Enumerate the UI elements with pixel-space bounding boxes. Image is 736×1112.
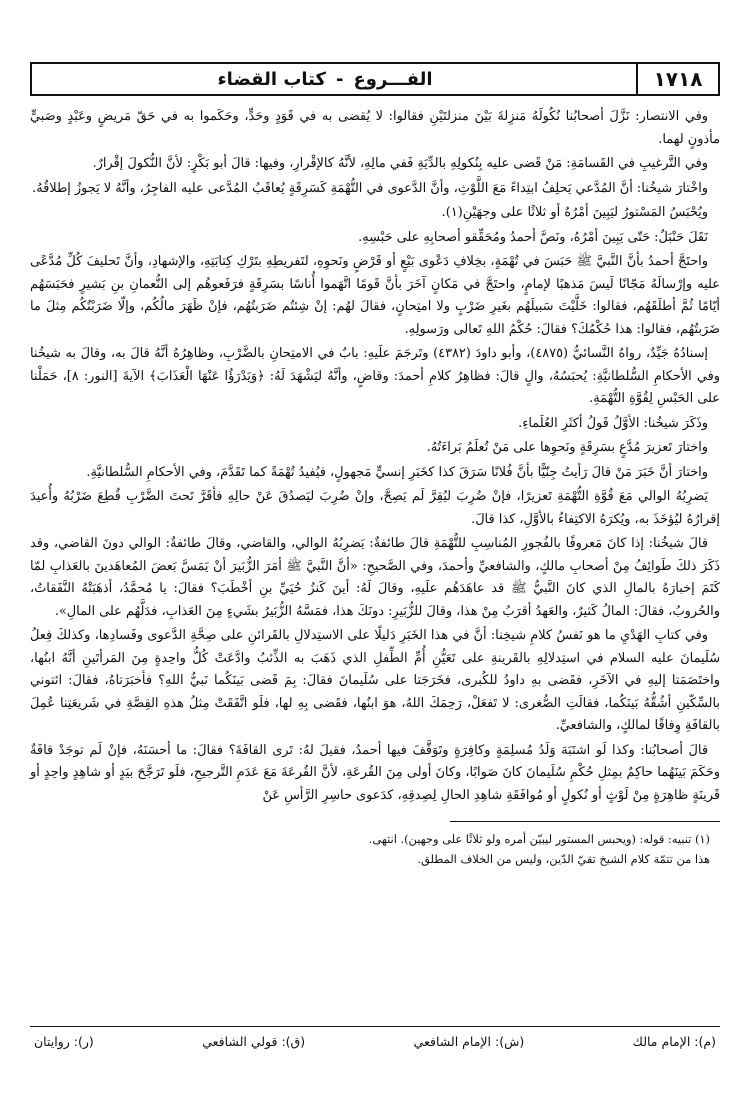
section-title: الفـــروع [353, 68, 433, 90]
paragraph-1: وفي الانتصار: نَزَّلَ أصحابُنا نُكُولَهُ مَنزِلةَ بَيْنَ منزلتَيْنِ فقالوا: لا يُقضى به في قَوَدٍ وحَدٍّ، وحَكَموا به في حَقّ مَريضٍ وعَبْدٍ وصَبيٍّ مأذونٍ لهما. [30, 109, 720, 147]
page-header [30, 62, 720, 96]
paragraph-5: نَقَلَ حَنْبَلٌ: حَتّى يَبِينَ أمْرُهُ، ونَصَّ أحمدُ ومُحَقِّقو أصحابِهِ على حَبْسِهِ. [358, 229, 708, 245]
paragraph-8: وذَكَرَ شيخُنا: الأوَّلُ قَولُ أكثَرِ العُلَماءِ. [518, 415, 708, 431]
book-title: كتاب القضاء [217, 68, 326, 90]
footer-divider [30, 1026, 720, 1027]
page-number: ١٧١٨ [636, 64, 718, 94]
main-text [30, 106, 720, 807]
footnote-divider [450, 821, 720, 822]
paragraph-9: واختارَ تَعزيرَ مُدَّعٍ بسَرِقَةٍ ونَحوِها على مَنْ تُعلَمُ بَراءَتُهُ. [426, 440, 708, 455]
abbreviation-key [30, 1034, 720, 1049]
sigla-shafii: (ش): الإمام الشافعي [413, 1034, 525, 1049]
paragraph-4: ويُحْبَسُ المَسْتورُ ليَبِينَ أمْرُهُ أو ثلاثًا على وجهَيْنِ(١). [441, 205, 708, 220]
paragraph-6: واحتَجَّ أحمدُ بأنَّ النَّبيَّ ﷺ حَبَسَ في تُهْمَةٍ، بخِلافِ دَعْوى بَيْعٍ أو قَرْضٍ ونَحوِهِ، لتَفريطِهِ بتَرْكِ كِتابَتِهِ، والإشهادِ، وأنَّ تَحليفَ كُلِّ مُدَّعًى عليه وإرْسالَهُ مَجّانًا لَيسَ مَذهبًا لإمامٍ، واحتَجَّ في مَكانٍ آخَرَ بأنَّ قَومًا اتَّهَموا أُناسًا بسَرِقَةٍ فرَفَعوهُم إلى النُّعمانِ بنِ بَشيرٍ فحَبَسَهُم أيّامًا ثُمَّ أطلَقَهُم، فقالوا: خَلَّيْتَ سَبيلَهُم بغَيرِ ضَرْبٍ ولا امتِحانٍ، فقالَ لهُم: إنْ شِئتُم ضَرَبتُهُم، فإنْ ظَهَرَ مالُكُم، وإلّا ضَرَبْتُكُم مِثلَ ما ضَرَبتُهُم، فقالوا: هذا حُكْمُكَ؟ فقالَ: حُكْمُ اللهِ تَعالى ورَسولِهِ. [30, 254, 720, 337]
sigla-two-narrations: (ر): روايتان [34, 1034, 94, 1049]
sigla-shafii-two-opinions: (ق): قولي الشافعي [202, 1034, 306, 1049]
paragraph-11: يَضرِبُهُ الوالي مَعَ قُوَّةِ التُّهْمَةِ تَعزيرًا، فإنْ ضُرِبَ ليُقِرَّ لَم يَصِحَّ، وإنْ ضُرِبَ ليَصدُقَ عَنْ حالِهِ فأقَرَّ تَحتَ الضَّرْبِ قُطِعَ ضَرْبُهُ وأُعيدَ إقرارُهُ ليُؤخَذَ به، ويُكرَهُ الاكتِفاءُ بالأوَّلِ، كذا قالَ. [30, 489, 720, 527]
paragraph-13: وفي كتابِ الهَدْيِ ما هو نَفسُ كلامِ شيخِنا: أنَّ في هذا الخَبَرِ دَليلًا على الاستِدلالِ بالقَرائنِ على صِحَّةِ الدَّعوى وفَسادِها، وكذلكَ فِعلُ سُلَيمانَ عليه السلام في استِدلالِهِ بالقَرينةِ على تَعَيُّنِ أُمِّ الطِّفلِ الذي ذَهَبَ به الذِّئبُ وادَّعَتْ كُلُّ واحِدةٍ مِنَ المَرأتَينِ أنَّهُ ابنُها، واختَصَمَتا إليهِ في الآخَرِ، فقَضى بهِ داودُ للكُبرى، فخَرَجَتا على سُلَيمانَ فقالَ: بِمَ قَضى بَينَكُما نَبيُّ اللهِ؟ فأخبَرَتاهُ، فقالَ: ائتوني بالسِّكّينِ أشُقُّهُ بَينَكُما، فقالَتِ الصُّغرى: لا تَفعَلْ، رَحِمَكَ اللهُ، هوَ ابنُها، فقَضى بِهِ لها، فلَو اتَّفَقَتْ مِثلُ هذهِ القِصَّةِ في شَريعَتِنا عُمِلَ بالقافَةِ وِفاقًا لمالكٍ، والشافعيِّ. [30, 628, 720, 733]
footnotes [30, 830, 720, 868]
running-title [32, 64, 618, 94]
sigla-malik: (م): الإمام مالك [632, 1034, 716, 1049]
footnote-1: (١) تنبيه: قوله: (ويحبس المستور ليبيّن أمره ولو ثلاثًا على وجهين). انتهى. [368, 832, 710, 846]
paragraph-12: قالَ شيخُنا: إذا كانَ مَعروفًا بالفُجورِ المُناسِبِ للتُّهْمَةِ قالَ طائفةٌ: يَضرِبُهُ الوالي، والقاضي، وقالَ طائفةٌ: الوالي دونَ القاضي، وقد ذَكَرَ ذلكَ طَوائِفُ مِنْ أصحابِ مالكٍ، والشافعيِّ وأحمدَ، وفي الصَّحيحِ: «أنَّ النَّبيَّ ﷺ أمَرَ الزُّبَيرَ أنْ يَمَسَّ بَعضَ المُعاهَدينَ بالعَذابِ لمّا كَتَمَ إخبارَهُ بالمالِ الذي كانَ النَّبيُّ ﷺ قد عاهَدَهُم علَيهِ، وقالَ لَهُ: أينَ كَنزُ حُيَيِّ بنِ أخْطَبَ؟ فقالَ: يا مُحمَّدُ، أذهَبَتْهُ النَّفَقاتُ، والحُروبُ، فقالَ: المالُ كَثيرٌ، والعَهدُ أقرَبُ مِنْ هذا، وقالَ للزُّبَيرِ: دونَكَ هذا، فمَسَّهُ الزُّبَيرُ بشَيءٍ مِنَ العَذابِ، فدَلَّهُم على المالِ». [30, 536, 720, 619]
book-page [30, 62, 720, 1102]
paragraph-7: إسنادُهُ جَيِّدٌ، رواهُ النَّسائيُّ (٤٨٧٥)، وأبو داودَ (٤٣٨٢) وتَرجَمَ علَيهِ: بابٌ في الامتِحانِ بالضَّرْبِ، وظاهِرُهُ أنَّهُ قالَ به، وقالَ به شيخُنا وفي الأحكامِ السُّلطانيَّةِ: يُحبَسُهُ، والٍ قالَ: فظاهِرُ كلامِ أحمدَ: وقاضٍ، وأنَّهُ ليَشْهَدَ لَهُ: ﴿وَيَدْرَؤُا عَنْهَا الْعَذَابَ﴾ الآيةَ [النور: ٨]، حَمَلْنا على الحَبْسِ لِقُوَّةِ التُّهْمَةِ. [30, 346, 720, 406]
paragraph-2: وفي التَّرغيبِ في القَسامَةِ: مَنْ قَضى عليه بِنُكولِهِ بالدِّيَةِ فَفي مالِهِ، لأنَّهُ كالإقْرارِ، وفيها: قالَ أبو بَكْرٍ: لأنَّ النُّكولَ إقْرارٌ. [92, 156, 708, 171]
paragraph-14: قالَ أصحابُنا: وكذا لَو اشتَبَهَ وَلَدُ مُسلِمَةٍ وكافِرَةٍ وتَوَقَّفَ فيها أحمدُ، فقيلَ لهُ: تَرى القافَةَ؟ فقالَ: ما أحسَنَهُ، فإنْ لَم توجَدْ قافَةٌ وحَكَمَ بَينَهُما حاكِمٌ بمِثلِ حُكْمِ سُلَيمانَ كانَ صَوابًا، وكانَ أولى مِنَ القُرعَةِ، لأنَّ القُرعَةَ مَعَ عَدَمِ التَّرجيحِ، فلَو تَرَجَّحَ بيَدٍ أو شاهِدٍ واحِدٍ أو قَرينَةٍ ظاهِرَةٍ مِنْ لَوْثٍ أو نُكولٍ أو مُوافَقَةِ شاهِدِ الحالِ لِصِدقِهِ، كدَعوى حاسِرِ الرَّأسِ عَنْ [30, 742, 720, 803]
title-separator: - [336, 68, 344, 90]
footnote-1-continued: هذا من تتمّة كلام الشيخ تقيّ الدّين، وليس من الخلاف المطلق. [417, 852, 710, 866]
paragraph-3: واخْتارَ شيخُنا: أنَّ المُدَّعي يَحلِفُ ابتِداءً مَعَ اللَّوْثِ، وأنَّ الدَّعوى في التُّهْمَةِ كَسَرِقَةٍ يُعاقَبُ المُدَّعى عليه الفاجِرُ، وأنَّهُ لا يَجوزُ إطلاقُهُ. [32, 180, 708, 196]
paragraph-10: واختارَ أنَّ خَبَرَ مَنْ قالَ رَأيتُ جِنّيًّا بأنَّ فُلانًا سَرَقَ كذا كخَبَرِ إنسيٍّ مَجهولٍ، فيُفيدُ تُهْمَةً كما تَقَدَّمَ، وفي الأحكامِ السُّلطانيَّةِ. [86, 464, 708, 480]
